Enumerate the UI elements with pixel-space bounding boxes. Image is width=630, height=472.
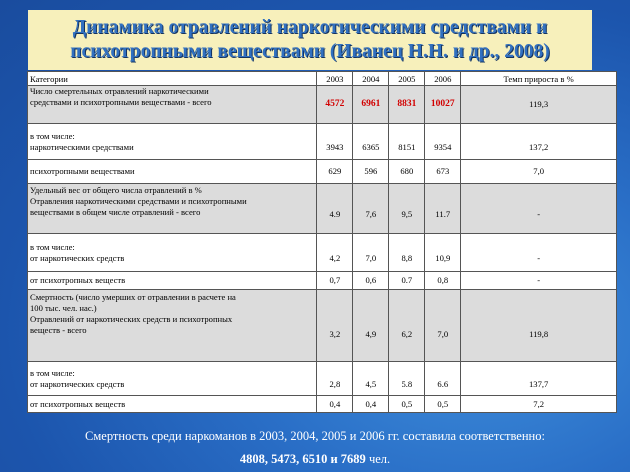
row-category xyxy=(28,124,317,160)
value-2006: 10027 xyxy=(425,86,461,124)
value-2003: 3943 xyxy=(317,124,353,160)
value-2004: 596 xyxy=(353,160,389,184)
value-2005: 9,5 xyxy=(389,184,425,234)
value-growth: - xyxy=(461,234,617,272)
value-2005: 5.8 xyxy=(389,362,425,396)
value-2005: 6,2 xyxy=(389,290,425,362)
slide-title-text: Динамика отравлений наркотическими средствами и психотропными веществами (Иванец Н.Н. и др., 2008) xyxy=(70,17,550,62)
value-2003: 4.9 xyxy=(317,184,353,234)
value-2003: 0,4 xyxy=(317,396,353,413)
value-2003: 629 xyxy=(317,160,353,184)
value-2004: 7,6 xyxy=(353,184,389,234)
value-2006: 6.6 xyxy=(425,362,461,396)
footer-values xyxy=(0,452,630,467)
value-2005: 8151 xyxy=(389,124,425,160)
header-2005: 2005 xyxy=(389,72,425,86)
value-growth: 7,2 xyxy=(461,396,617,413)
slide-title xyxy=(28,10,592,70)
value-2005: 8,8 xyxy=(389,234,425,272)
row-category xyxy=(28,362,317,396)
value-2003: 0,7 xyxy=(317,272,353,290)
value-2006: 10,9 xyxy=(425,234,461,272)
value-2005: 680 xyxy=(389,160,425,184)
category-line: Число смертельных отравлений наркотическими xyxy=(30,86,209,96)
value-growth: - xyxy=(461,272,617,290)
value-2005: 0.7 xyxy=(389,272,425,290)
data-table xyxy=(27,71,617,413)
table-header-row xyxy=(28,72,617,86)
category-line: в том числе: xyxy=(30,367,75,378)
value-2004: 0,4 xyxy=(353,396,389,413)
value-2006: 0,5 xyxy=(425,396,461,413)
value-growth: 119,8 xyxy=(461,290,617,362)
category-line: Отравления наркотическими средствами и психотропными xyxy=(30,196,247,206)
value-2004: 7,0 xyxy=(353,234,389,272)
row-category xyxy=(28,290,317,362)
category-line: в том числе: xyxy=(30,130,75,141)
value-2003: 4,2 xyxy=(317,234,353,272)
row-category: от психотропных веществ xyxy=(28,396,317,413)
value-growth: 119,3 xyxy=(461,86,617,124)
row-category: психотропными веществами xyxy=(28,160,317,184)
header-2004: 2004 xyxy=(353,72,389,86)
category-line: Удельный вес от общего числа отравлений в % xyxy=(30,185,202,195)
category-line: веществ - всего xyxy=(30,325,87,335)
value-growth: 137,2 xyxy=(461,124,617,160)
header-categories: Категории xyxy=(28,72,317,86)
row-category xyxy=(28,184,317,234)
value-2004: 6961 xyxy=(353,86,389,124)
header-growth: Темп прироста в % xyxy=(461,72,617,86)
category-line: Смертность (число умерших от отравлении в расчете на xyxy=(30,292,236,302)
category-line: от наркотических средств xyxy=(30,252,125,263)
table-row xyxy=(28,362,617,396)
footer-values-unit: чел. xyxy=(365,452,391,466)
value-growth: 7,0 xyxy=(461,160,617,184)
table-row xyxy=(28,396,617,413)
value-2003: 4572 xyxy=(317,86,353,124)
table-row xyxy=(28,124,617,160)
row-category xyxy=(28,234,317,272)
value-2004: 0,6 xyxy=(353,272,389,290)
footer-values-numbers: 4808, 5473, 6510 и 7689 xyxy=(239,452,366,466)
table-row xyxy=(28,290,617,362)
value-growth: - xyxy=(461,184,617,234)
value-2006: 0,8 xyxy=(425,272,461,290)
table-row xyxy=(28,184,617,234)
footer-text: Смертность среди наркоманов в 2003, 2004, 2005 и 2006 гг. составила соответственно: xyxy=(85,429,545,443)
value-2004: 4,9 xyxy=(353,290,389,362)
category-line: 100 тыс. чел. нас.) xyxy=(30,303,97,313)
category-line: веществами в общем числе отравлений - всего xyxy=(30,207,201,217)
value-2005: 0,5 xyxy=(389,396,425,413)
table-row xyxy=(28,160,617,184)
table-row xyxy=(28,234,617,272)
header-2003: 2003 xyxy=(317,72,353,86)
value-2006: 7,0 xyxy=(425,290,461,362)
table-row xyxy=(28,86,617,124)
header-2006: 2006 xyxy=(425,72,461,86)
value-2003: 3,2 xyxy=(317,290,353,362)
value-2005: 8831 xyxy=(389,86,425,124)
category-line: средствами и психотропными веществами - всего xyxy=(30,97,212,107)
category-line: Отравлений от наркотических средств и психотропных xyxy=(30,314,233,324)
value-2003: 2,8 xyxy=(317,362,353,396)
row-category xyxy=(28,86,317,124)
value-2006: 11.7 xyxy=(425,184,461,234)
category-line: наркотическими средствами xyxy=(30,141,134,152)
category-line: в том числе: xyxy=(30,241,75,252)
value-2006: 9354 xyxy=(425,124,461,160)
table-row xyxy=(28,272,617,290)
value-2004: 6365 xyxy=(353,124,389,160)
category-line: от наркотических средств xyxy=(30,378,125,389)
row-category: от психотропных веществ xyxy=(28,272,317,290)
value-2006: 673 xyxy=(425,160,461,184)
value-2004: 4,5 xyxy=(353,362,389,396)
value-growth: 137,7 xyxy=(461,362,617,396)
